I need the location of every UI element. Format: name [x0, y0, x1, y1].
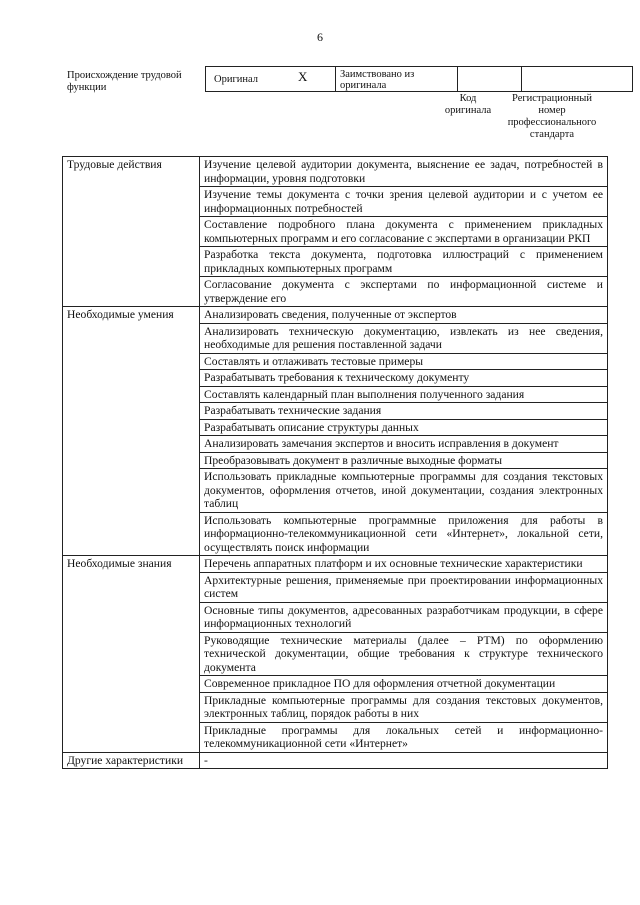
section-item: Прикладные компьютерные программы для создания текстовых документов, электронных таблиц, порядок работы в них	[200, 692, 608, 722]
section-item: Разрабатывать описание структуры данных	[200, 419, 608, 436]
section-item: Перечень аппаратных платформ и их основные технические характеристики	[200, 556, 608, 573]
section-item: Руководящие технические материалы (далее – РТМ) по оформлению технической документации, общие требования к структуре технического документа	[200, 632, 608, 676]
section-item: -	[200, 752, 608, 769]
section-item: Архитектурные решения, применяемые при проектировании информационных систем	[200, 572, 608, 602]
original-label: Оригинал	[214, 74, 258, 85]
borrowed-cell: Заимствовано из оригинала	[336, 67, 458, 91]
section-item: Анализировать сведения, полученные от экспертов	[200, 307, 608, 324]
section-title: Необходимые знания	[63, 556, 200, 753]
page-number: 6	[317, 30, 323, 44]
origin-box	[205, 66, 633, 92]
section-item: Разрабатывать требования к техническому документу	[200, 370, 608, 387]
section-item: Составлять календарный план выполнения полученного задания	[200, 386, 608, 403]
code-original-label: Код оригинала	[444, 93, 492, 116]
original-cell	[206, 67, 336, 91]
section-item: Изучение целевой аудитории документа, выяснение ее задач, потребностей в информации, уровня подготовки	[200, 157, 608, 187]
section-item: Современное прикладное ПО для оформления отчетной документации	[200, 676, 608, 693]
section-item: Использовать прикладные компьютерные программы для создания текстовых документов, оформления отчетов, иной документации, создания электронных таблиц	[200, 469, 608, 513]
code-cell	[458, 67, 522, 91]
table-row	[63, 157, 608, 187]
section-item: Согласование документа с экспертами по информационной системе и утверждение его	[200, 277, 608, 307]
origin-label: Происхождение трудовой функции	[67, 70, 182, 93]
function-table	[62, 156, 608, 769]
section-item: Анализировать замечания экспертов и вносить исправления в документ	[200, 436, 608, 453]
table-row	[63, 752, 608, 769]
section-item: Основные типы документов, адресованных разработчикам продукции, в сфере информационных технологий	[200, 602, 608, 632]
section-title: Необходимые умения	[63, 307, 200, 556]
section-item: Использовать компьютерные программные приложения для работы в информационно-телекоммуникационной сети «Интернет», локальной сети, осуществлять поиск информации	[200, 512, 608, 556]
table-row	[63, 307, 608, 324]
section-item: Преобразовывать документ в различные выходные форматы	[200, 452, 608, 469]
section-item: Анализировать техническую документацию, извлекать из нее сведения, необходимые для решения поставленной задачи	[200, 323, 608, 353]
table-row	[63, 556, 608, 573]
original-mark: X	[298, 69, 308, 84]
section-item: Разработка текста документа, подготовка иллюстраций с применением прикладных компьютерных программ	[200, 247, 608, 277]
section-item: Прикладные программы для локальных сетей и информационно-телекоммуникационной сети «Интернет»	[200, 722, 608, 752]
section-item: Изучение темы документа с точки зрения целевой аудитории и с учетом ее информационных потребностей	[200, 187, 608, 217]
reg-number-cell	[522, 67, 632, 91]
section-item: Составление подробного плана документа с применением прикладных компьютерных программ и его согласование с экспертами в организации РКП	[200, 217, 608, 247]
section-item: Составлять и отлаживать тестовые примеры	[200, 353, 608, 370]
reg-number-label: Регистрационный номер профессионального стандарта	[507, 93, 597, 140]
section-item: Разрабатывать технические задания	[200, 403, 608, 420]
section-title: Трудовые действия	[63, 157, 200, 307]
section-title: Другие характеристики	[63, 752, 200, 769]
